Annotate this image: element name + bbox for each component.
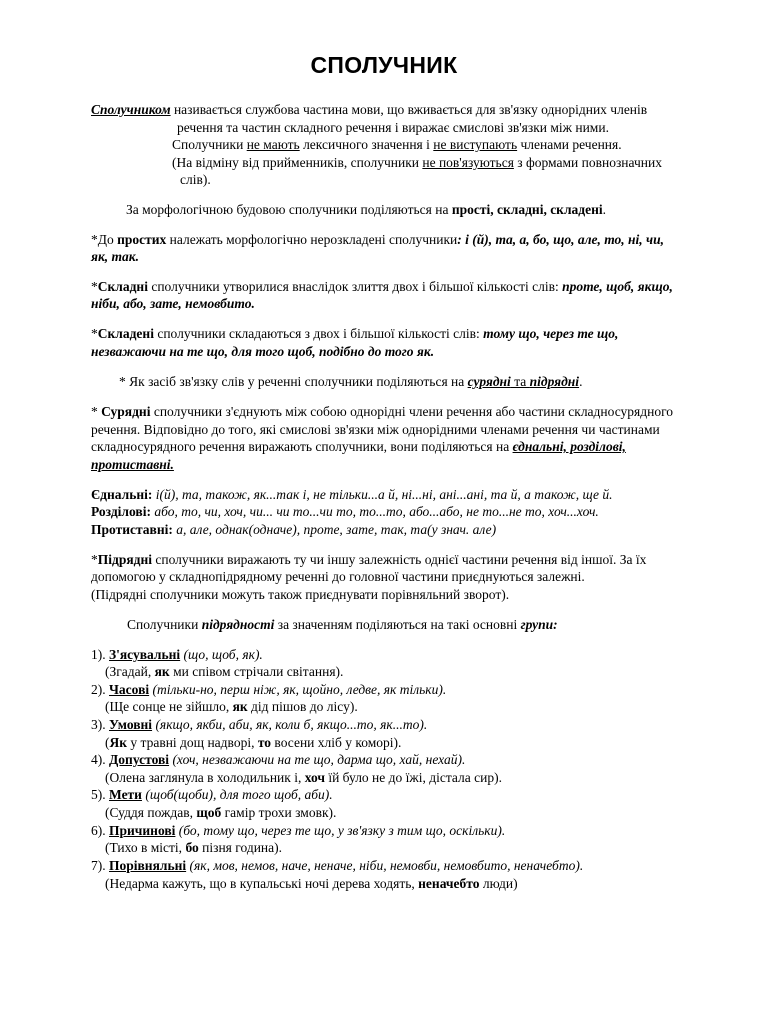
definition-line-4: (На відміну від прийменників, сполучники не пов'язуються з формами повнозначних — [172, 155, 662, 170]
complex-conj-line-1: *Складні сполучники утворилися внаслідок злиття двох і більшої кількості слів: проте, щоб, якщо, — [91, 279, 673, 294]
subord-line-2: допомогою у складнопідрядному реченні до головної частини приєднуються залежні. — [91, 569, 585, 584]
group-example: (Недарма кажуть, що в купальські ночі дерева ходять, неначебто люди) — [105, 876, 518, 891]
compound-conj-line-2: незважаючи на те що, для того щоб, подібно до того як. — [91, 344, 435, 359]
connective-conj: Єднальні: і(й), та, також, як...так і, не тільки...а й, ні...ні, ані...ані, та й, а також, ще й. — [91, 487, 613, 502]
page-title: СПОЛУЧНИК — [310, 52, 458, 78]
coord-line-1: * Сурядні сполучники з'єднують між собою однорідні члени речення або частини складносурядного — [91, 404, 674, 419]
morph-intro: За морфологічною будовою сполучники поділяються на прості, складні, складені. — [126, 202, 607, 217]
subord-line-1: *Підрядні сполучники виражають ту чи іншу залежність однієї частини речення від іншої. За їх — [91, 552, 647, 567]
group-item: 1). З'ясувальні (що, щоб, як). — [91, 647, 263, 662]
complex-conj-line-2: ніби, або, зате, немовбито. — [91, 296, 255, 311]
groups-intro: Сполучники підрядності за значенням поділяються на такі основні групи: — [127, 617, 558, 632]
group-item: 4). Допустові (хоч, незважаючи на те що, дарма що, хай, нехай). — [91, 752, 466, 767]
group-example: (Згадай, як ми співом стрічали світання). — [105, 664, 344, 679]
subord-line-3: (Підрядні сполучники можуть також приєднувати порівняльний зворот). — [91, 587, 510, 602]
definition-line-5: слів). — [180, 172, 211, 187]
coord-line-2: речення. Відповідно до того, які смислові зв'язки між однорідними членами речення чи частинами — [91, 422, 660, 437]
syntax-intro: * Як засіб зв'язку слів у реченні сполучники поділяються на сурядні та підрядні. — [119, 374, 583, 389]
group-item: 6). Причинові (бо, тому що, через те що, у зв'язку з тим що, оскільки). — [91, 823, 506, 838]
group-example: (Суддя пождав, щоб гамір трохи змовк). — [105, 805, 337, 820]
definition-line-2: речення та частин складного речення і виражає смислові зв'язки між ними. — [177, 120, 609, 135]
compound-conj-line-1: *Складені сполучники складаються з двох і більшої кількості слів: тому що, через те що, — [91, 326, 619, 341]
simple-conj-line-2: як, так. — [91, 249, 140, 264]
adversative-conj: Протиставні: а, але, однак(одначе), проте, зате, так, та(у знач. але) — [91, 522, 497, 537]
group-item: 5). Мети (щоб(щоби), для того щоб, аби). — [91, 787, 333, 802]
term-conjunction: Сполучником — [91, 102, 171, 117]
group-item: 7). Порівняльні (як, мов, немов, наче, неначе, ніби, немовби, немовбито, неначебто). — [91, 858, 584, 873]
group-example: (Як у травні дощ надворі, то восени хліб у коморі). — [105, 735, 402, 750]
group-example: (Тихо в місті, бо пізня година). — [105, 840, 283, 855]
group-example: (Олена заглянула в холодильник і, хоч їй було не до їжі, дістала сир). — [105, 770, 502, 785]
definition-line-1: Сполучником називається службова частина мови, що вживається для зв'язку однорідних членів — [91, 102, 648, 117]
definition-line-3: Сполучники не мають лексичного значення і не виступають членами речення. — [172, 137, 622, 152]
group-item: 3). Умовні (якщо, якби, аби, як, коли б, якщо...то, як...то). — [91, 717, 428, 732]
group-example: (Ще сонце не зійшло, як дід пішов до лісу). — [105, 699, 358, 714]
group-item: 2). Часові (тільки-но, перш ніж, як, щойно, ледве, як тільки). — [91, 682, 447, 697]
coord-line-4: протиставні. — [91, 457, 174, 472]
disjunctive-conj: Розділові: або, то, чи, хоч, чи... чи то...чи то, то...то, або...або, не то...не то, хоч...хоч. — [91, 504, 599, 519]
coord-line-3: складносурядного речення виражають сполучники, вони поділяються на єднальні, розділові, — [91, 439, 626, 454]
simple-conj-line-1: *До простих належать морфологічно нерозкладені сполучники: і (й), та, а, бо, що, але, то, ні, чи, — [91, 232, 665, 247]
